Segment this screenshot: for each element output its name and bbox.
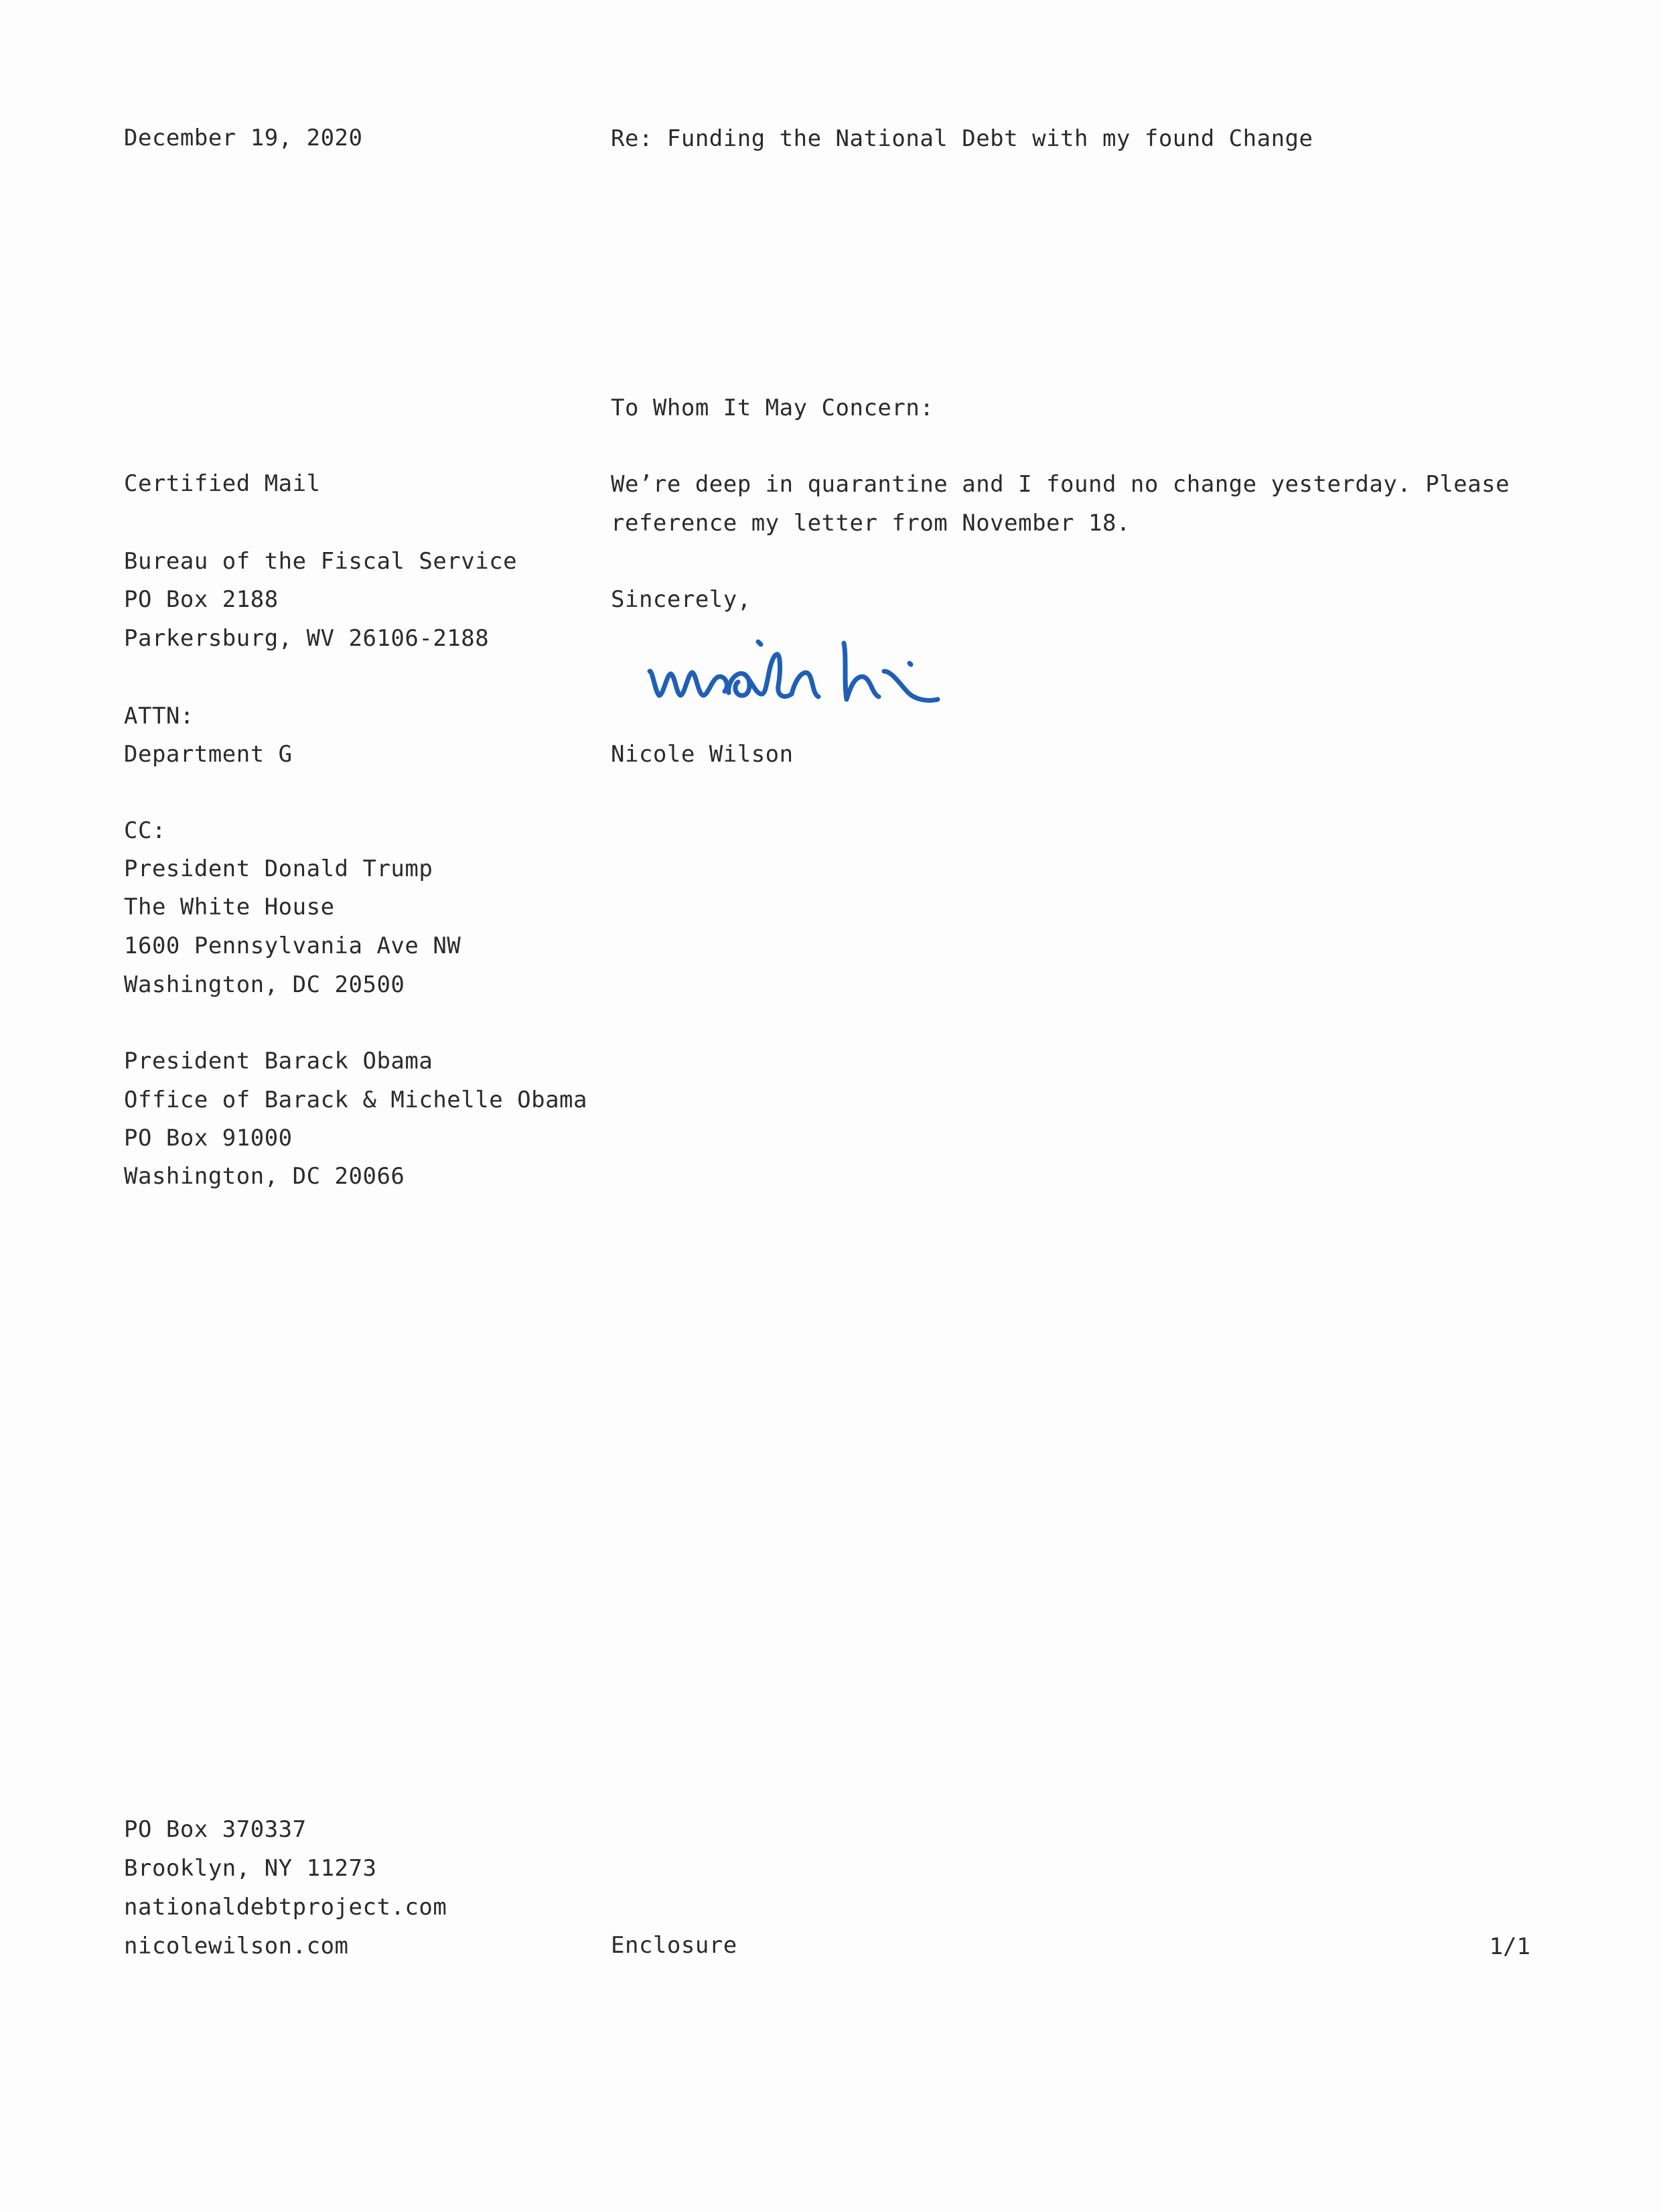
closing: Sincerely,: [611, 586, 751, 613]
attn-value: Department G: [124, 741, 293, 768]
sender-address-line-2: Brooklyn, NY 11273: [124, 1855, 377, 1882]
cc-1-line-1: President Donald Trump: [124, 855, 433, 882]
cc-2-line-1: President Barack Obama: [124, 1048, 433, 1075]
cc-1-line-4: Washington, DC 20500: [124, 971, 405, 998]
body-line-2: reference my letter from November 18.: [611, 510, 1131, 537]
cc-2-line-2: Office of Barack & Michelle Obama: [124, 1087, 588, 1113]
salutation: To Whom It May Concern:: [611, 395, 934, 421]
sender-address-line-1: PO Box 370337: [124, 1816, 307, 1843]
cc-label: CC:: [124, 817, 166, 844]
cc-2-line-4: Washington, DC 20066: [124, 1163, 405, 1190]
attn-label: ATTN:: [124, 703, 194, 730]
cc-1-line-2: The White House: [124, 894, 335, 920]
sender-website-2[interactable]: nicolewilson.com: [124, 1933, 349, 1959]
signature-strokes: [650, 642, 938, 701]
mailing-method: Certified Mail: [124, 470, 321, 497]
page-number: 1/1: [1489, 1933, 1530, 1960]
signer-name: Nicole Wilson: [611, 741, 794, 768]
sender-website-1[interactable]: nationaldebtproject.com: [124, 1894, 447, 1921]
enclosure-label: Enclosure: [611, 1932, 737, 1959]
letter-date: December 19, 2020: [124, 125, 363, 151]
handwritten-signature: [643, 630, 1005, 717]
cc-1-line-3: 1600 Pennsylvania Ave NW: [124, 932, 461, 959]
recipient-line-1: Bureau of the Fiscal Service: [124, 548, 518, 575]
recipient-line-2: PO Box 2188: [124, 586, 279, 613]
body-line-1: We’re deep in quarantine and I found no change yesterday. Please: [611, 471, 1510, 498]
cc-2-line-3: PO Box 91000: [124, 1125, 293, 1152]
letter-subject: Re: Funding the National Debt with my found Change: [611, 125, 1313, 152]
recipient-line-3: Parkersburg, WV 26106-2188: [124, 625, 490, 652]
